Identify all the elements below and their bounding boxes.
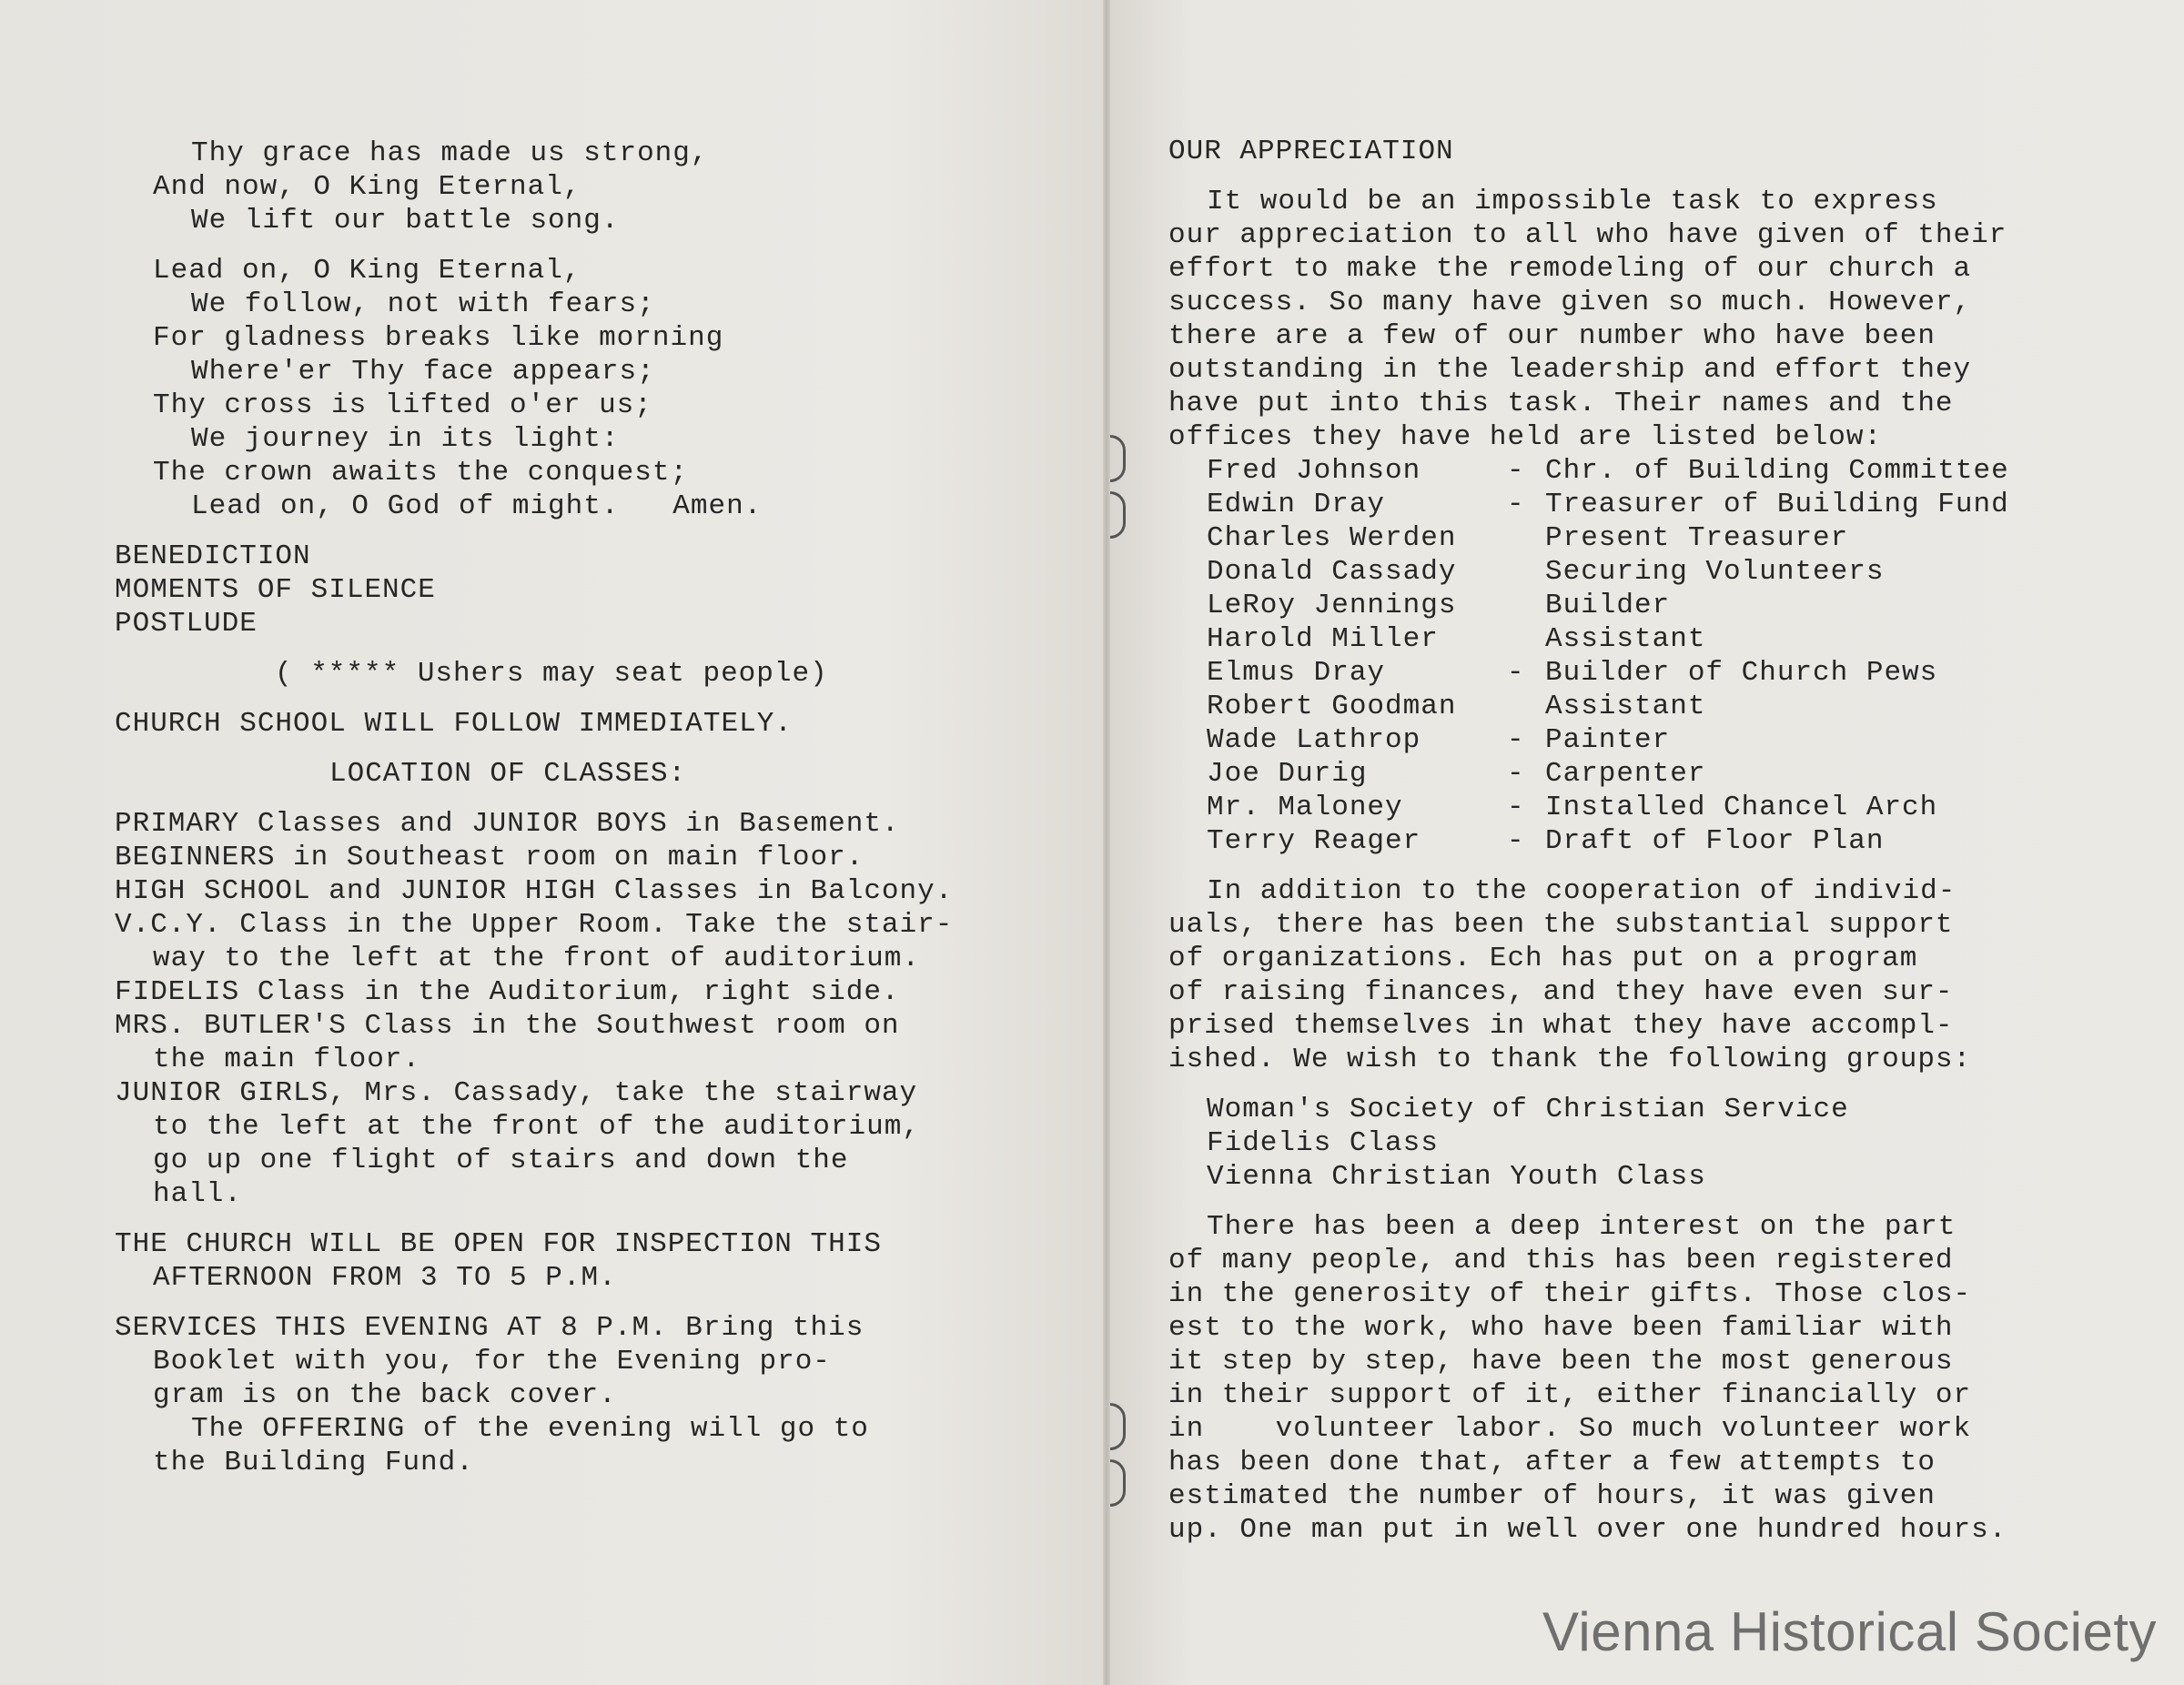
roster-name: Fred Johnson [1207,455,1421,487]
roster-name: LeRoy Jennings [1207,590,1457,621]
roster-row [1168,622,2169,656]
roster-dash [1507,622,1545,656]
paragraph-line: our appreciation to all who have given of their [1168,219,2007,251]
right-column [1168,135,2169,1547]
class-location-line: JUNIOR GIRLS, Mrs. Cassady, take the stairway [115,1077,918,1109]
roster-office: Assistant [1545,623,1706,655]
roster-office: Draft of Floor Plan [1545,825,1885,857]
group-item: Woman's Society of Christian Service [1207,1094,1849,1125]
ushers-note: ( ***** Ushers may seat people) [275,658,828,690]
appreciation-intro [1168,185,2169,454]
closing-paragraph [1168,1210,2169,1547]
roster-name: Harold Miller [1207,623,1439,655]
paragraph-line: have put into this task. Their names and the [1168,388,1954,419]
roster-office: Installed Chancel Arch [1545,792,1938,823]
moments-of-silence-label: MOMENTS OF SILENCE [115,574,436,606]
roster-row [1168,454,2169,488]
class-location-line: MRS. BUTLER'S Class in the Southwest room on [115,1010,900,1042]
hymn-line: Where'er Thy face appears; [191,356,655,388]
left-column [115,136,1079,1479]
roster-office: Assistant [1545,691,1706,722]
roster-name: Elmus Dray [1207,657,1386,689]
roster-office: Treasurer of Building Fund [1545,489,2009,520]
paragraph-line: has been done that, after a few attempts to [1168,1447,1936,1478]
roster-dash [1507,521,1545,555]
paragraph-line: of many people, and this has been registered [1168,1245,1954,1276]
roster-row [1168,656,2169,690]
paragraph-line: uals, there has been the substantial support [1168,909,1954,941]
hymn-line: Thy cross is lifted o'er us; [153,389,652,421]
hymn-line: We journey in its light: [191,423,620,455]
organizations-paragraph [1168,874,2169,1076]
roster-name: Terry Reager [1207,825,1421,857]
evening-services-notice [115,1311,1079,1479]
inspection-notice [115,1227,1079,1295]
paragraph-line: effort to make the remodeling of our church a [1168,253,1972,285]
roster-name: Wade Lathrop [1207,724,1421,756]
paragraph-line: In addition to the cooperation of individ- [1207,875,1956,907]
roster-name: Donald Cassady [1207,556,1457,588]
hymn-line: Lead on, O God of might. Amen. [191,490,763,522]
class-location-line: HIGH SCHOOL and JUNIOR HIGH Classes in Balcony. [115,875,954,907]
class-location-line: BEGINNERS in Southeast room on main floor. [115,842,864,873]
paragraph-line: It would be an impossible task to express [1207,186,1938,217]
hymn-line: We follow, not with fears; [191,288,655,320]
paragraph-line: estimated the number of hours, it was given [1168,1480,1936,1512]
center-fold [1103,0,1110,1685]
roster-name: Robert Goodman [1207,691,1457,722]
paragraph-line: ished. We wish to thank the following groups: [1168,1044,1972,1075]
group-item: Fidelis Class [1207,1127,1439,1159]
class-location-line: FIDELIS Class in the Auditorium, right side. [115,976,900,1008]
roster-office: Carpenter [1545,758,1706,790]
roster-row [1168,723,2169,757]
paragraph-line: There has been a deep interest on the part [1207,1211,1956,1243]
roster-row [1168,488,2169,521]
roster-dash: - [1507,455,1525,487]
inspection-line: AFTERNOON FROM 3 TO 5 P.M. [153,1262,617,1294]
roster-office: Chr. of Building Committee [1545,455,2009,487]
class-location-line: the main floor. [153,1044,421,1075]
hymn-verse [115,136,1079,523]
roster-dash: - [1507,657,1525,689]
paragraph-line: in their support of it, either financially or [1168,1379,1972,1411]
roster-dash: - [1507,758,1525,790]
paragraph-line: prised themselves in what they have accompl- [1168,1010,1954,1042]
hymn-line: We lift our battle song. [191,205,620,237]
roster-name: Edwin Dray [1207,489,1386,520]
hymn-line: Lead on, O King Eternal, [153,255,581,287]
roster-dash: - [1507,724,1525,756]
roster-row [1168,521,2169,555]
paragraph-line: est to the work, who have been familiar with [1168,1312,1954,1344]
paragraph-line: success. So many have given so much. However, [1168,287,1972,318]
hymn-line: For gladness breaks like morning [153,322,724,354]
postlude-label: POSTLUDE [115,608,258,640]
paragraph-line: there are a few of our number who have been [1168,320,1936,352]
roster-name: Charles Werden [1207,522,1457,554]
class-locations [115,807,1079,1211]
class-location-line: V.C.Y. Class in the Upper Room. Take the stair- [115,909,954,941]
roster-office: Present Treasurer [1545,522,1849,554]
paragraph-line: of raising finances, and they have even sur- [1168,976,1954,1008]
roster-name: Mr. Maloney [1207,792,1403,823]
groups-list [1168,1093,2169,1194]
roster-dash [1507,690,1545,723]
evening-line: gram is on the back cover. [153,1379,617,1411]
roster-row [1168,690,2169,723]
evening-line: Booklet with you, for the Evening pro- [153,1346,831,1377]
paragraph-line: offices they have held are listed below: [1168,421,1883,453]
class-location-line: way to the left at the front of auditorium. [153,943,920,974]
roster-dash [1507,589,1545,622]
inspection-line: THE CHURCH WILL BE OPEN FOR INSPECTION THIS [115,1228,882,1260]
location-heading: LOCATION OF CLASSES: [329,758,687,790]
roster-row [1168,555,2169,589]
church-school-notice: CHURCH SCHOOL WILL FOLLOW IMMEDIATELY. [115,708,793,740]
evening-line: the Building Fund. [153,1447,474,1478]
watermark-label: Vienna Historical Society [1542,1601,2157,1662]
class-location-line: PRIMARY Classes and JUNIOR BOYS in Basement. [115,808,900,840]
roster-dash: - [1507,792,1525,823]
roster-row [1168,824,2169,858]
class-location-line: to the left at the front of the auditorium, [153,1111,920,1143]
order-of-service [115,540,1079,641]
group-item: Vienna Christian Youth Class [1207,1161,1706,1193]
roster-row [1168,757,2169,791]
hymn-line: And now, O King Eternal, [153,171,581,203]
roster-office: Painter [1545,724,1671,756]
roster-office: Builder [1545,590,1671,621]
roster-dash: - [1507,825,1525,857]
roster-dash: - [1507,489,1525,520]
class-location-line: hall. [153,1178,243,1210]
roster-name: Joe Durig [1207,758,1368,790]
volunteer-roster [1168,454,2169,858]
paragraph-line: of organizations. Ech has put on a program [1168,943,1918,974]
roster-row [1168,589,2169,622]
paragraph-line: up. One man put in well over one hundred hours. [1168,1514,2007,1546]
roster-dash [1507,555,1545,589]
paragraph-line: it step by step, have been the most generous [1168,1346,1954,1377]
roster-row [1168,791,2169,824]
evening-line: SERVICES THIS EVENING AT 8 P.M. Bring this [115,1312,864,1344]
roster-office: Builder of Church Pews [1545,657,1938,689]
class-location-line: go up one flight of stairs and down the [153,1145,849,1176]
roster-office: Securing Volunteers [1545,556,1885,588]
hymn-line: Thy grace has made us strong, [191,137,709,169]
paragraph-line: in volunteer labor. So much volunteer work [1168,1413,1972,1445]
benediction-label: BENEDICTION [115,540,311,572]
paragraph-line: in the generosity of their gifts. Those clos- [1168,1278,1972,1310]
appreciation-heading: OUR APPRECIATION [1168,136,1454,167]
paragraph-line: outstanding in the leadership and effort they [1168,354,1972,386]
evening-line: The OFFERING of the evening will go to [191,1413,869,1445]
hymn-line: The crown awaits the conquest; [153,457,689,489]
